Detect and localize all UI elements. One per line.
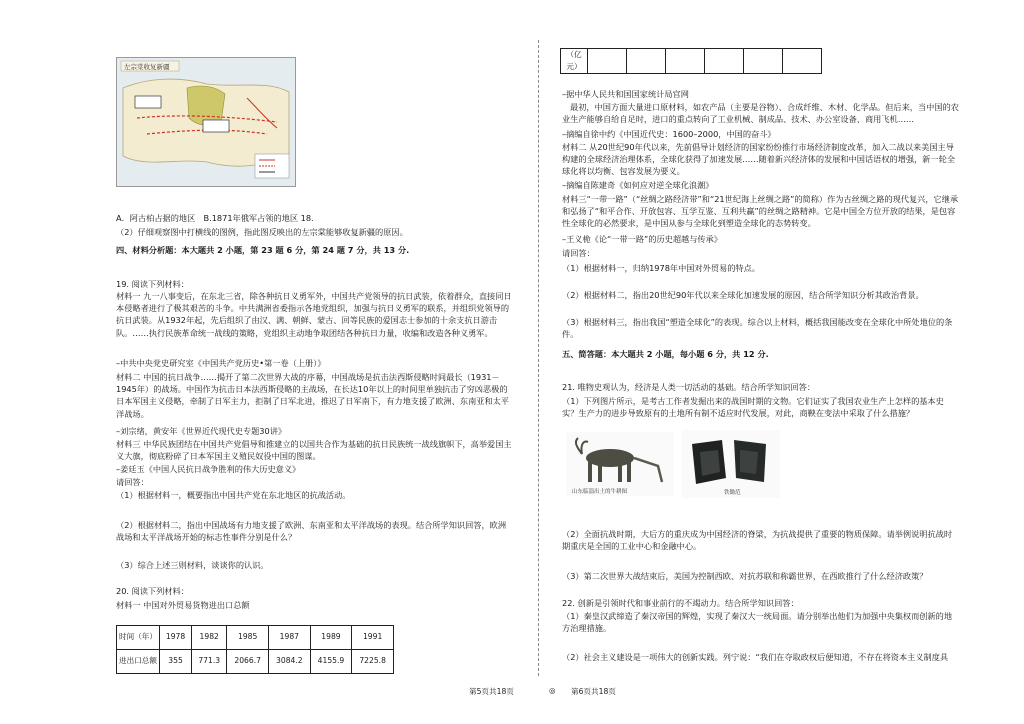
page-divider <box>538 40 539 676</box>
q19-sub3: （3）综合上述三则材料，谈谈你的认识。 <box>116 560 269 570</box>
source-xu: –摘编自徐中约《中国近代史：1600–2000，中国的奋斗》 <box>562 129 776 139</box>
table-cell: 4155.9 <box>310 650 352 674</box>
trade-table <box>116 625 394 674</box>
map-title: 左宗棠收复新疆 <box>124 63 170 71</box>
table-cell: 2066.7 <box>227 650 269 674</box>
historical-map <box>116 57 296 187</box>
footer-mark: ◎ <box>549 686 556 695</box>
table-header-cell: 1978 <box>160 626 192 650</box>
section5-heading: 五、简答题：本大题共 2 小题，每小题 6 分，共 12 分. <box>562 349 769 359</box>
q21-sub3: （3）第二次世界大战结束后，美国为控制西欧、对抗苏联和称霸世界，在西欧推行了什么经济政策？ <box>562 571 928 581</box>
table-header-cell: 1989 <box>310 626 352 650</box>
table-cell: 7225.8 <box>352 650 394 674</box>
table-row <box>117 626 394 650</box>
table-header-cell: 1985 <box>227 626 269 650</box>
table-cell: 771.3 <box>192 650 227 674</box>
table-header-cell: 1991 <box>352 626 394 650</box>
q19-heading: 19. 阅读下列材料： <box>116 279 189 289</box>
table-cell: 3084.2 <box>269 650 311 674</box>
iron-mold-image <box>682 430 780 498</box>
q19-source2: –刘宗绪，黄安年《世界近代现代史专题30讲》 <box>116 426 287 436</box>
q19-sub2: （2）根据材料二，指出中国战场有力地支援了欧洲、东南亚和太平洋战场的表现。结合所学知识回答，欧洲战场和太平洋战场开始的标志性事件分别是什么？ <box>116 520 507 543</box>
caption-mold: 铁锄范 <box>724 490 741 496</box>
trade-table-continued <box>560 48 822 74</box>
source-wang: –王义桅《论“一带一路”的历史超越与传承》 <box>562 234 722 244</box>
q20-material2: 材料二 从20世纪90年代以来，先前倡导计划经济的国家纷纷推行市场经济制度改革，加入二战以来美国主导构建的全球经济治理体系，全球化获得了加速发展……随着新兴经济体的发展和中国话语权的增强，新一轮全球化将以均衡、包容发展为要义。 <box>562 142 956 177</box>
map-options: A．阿古柏占据的地区 B.1871年俄军占领的地区 18. <box>116 213 314 223</box>
q21-heading: 21. 唯物史观认为，经济是人类一切活动的基础。结合所学知识回答： <box>562 382 816 392</box>
q20-material3: 材料三“一带一路”（“丝绸之路经济带”和“21世纪海上丝绸之路”的简称）作为古丝绸之路的现代复兴，它继承和弘扬了“和平合作、开放包容、互学互鉴、互利共赢”的丝绸之路精神。它是中国全方位开放的结果，是包容性全球化的必然要求，是中国从参与全球化到塑造全球化的态势转变。 <box>562 194 959 229</box>
table-header-cell: 1982 <box>192 626 227 650</box>
q20-sub1: （1）根据材料一，归纳1978年中国对外贸易的特点。 <box>562 263 760 273</box>
q19-ask: 请回答： <box>116 477 149 487</box>
q20-sub3: （3）根据材料三，指出我国“塑造全球化”的表现。综合以上材料，概括我国能改变在全球化中所处地位的条件。 <box>562 317 953 340</box>
footer-right-page: 第6页共18页 <box>571 687 616 696</box>
q19-material1: 材料一 九一八事变后，在东北三省，除各种抗日义勇军外，中国共产党领导的抗日武装，依着群众，直接同日本侵略者进行了极其艰苦的斗争。中共满洲省委指示各地党组织，加强与抗日义勇军的联系，并组织党领导的抗日武装。从1932年起，先后组织了由汉、满、朝鲜、蒙古、回等民族的爱国志士参加的十余支抗日游击队。……执行民族革命统一战线的策略，党组织主动地争取团结各种抗日力量，收编和改造各种义勇军。 <box>116 291 512 338</box>
q19-source1: –中共中央党史研究室《中国共产党历史•第一卷（上册）》 <box>116 358 326 368</box>
q21-sub1: （1）下列图片所示，是考古工作者发掘出来的战国时期的文物。它们证实了我国农业生产上怎样的基本史实？生产力的进步导致原有的土地所有制不适应时代发展，对此，商鞅在变法中采取了什么措施？ <box>562 396 944 419</box>
caption-ox: 山东临淄出土的牛耕图 <box>572 489 628 495</box>
ox-plough-image <box>566 432 674 496</box>
table-cell-unit: （亿元） <box>561 49 588 74</box>
material-initial: 最初，中国方面大量进口原材料，如农产品（主要是谷物）、合成纤维、木材、化学品。但后来，当中国的农业生产能够自给自足时，进口的重点转向了工业机械、制成品、技术、办公室设备、商用飞机…… <box>562 102 959 125</box>
q22-heading: 22. 创新是引领时代和事业前行的不竭动力。结合所学知识回答： <box>562 598 799 608</box>
table-header-cell: 1987 <box>269 626 311 650</box>
q20-heading: 20. 阅读下列材料： <box>116 586 189 596</box>
q20-ask: 请回答： <box>562 248 595 258</box>
q20-material1: 材料一 中国对外贸易货物进出口总额 <box>116 600 250 610</box>
table-cell: 进出口总额 <box>117 650 160 674</box>
q19-material3: 材料三 中华民族团结在中国共产党倡导和推建立的以国共合作为基础的抗日民族统一战线旗帜下，高举爱国主义大旗，彻底粉碎了日本军国主义殖民奴役中国的图谋。 <box>116 439 512 462</box>
q20-sub2: （2）根据材料二，指出20世纪90年代以来全球化加速发展的原因，结合所学知识分析其政治背景。 <box>562 290 924 300</box>
source-chen: –摘编自陈建奇《如何应对逆全球化浪潮》 <box>562 180 714 190</box>
map-drawing <box>117 58 295 186</box>
q19-sub1: （1）根据材料一，概要指出中国共产党在东北地区的抗战活动。 <box>116 490 351 500</box>
q22-sub1: （1）秦皇汉武缔造了秦汉帝国的辉煌，实现了秦汉大一统局面。请分别举出他们为加强中央集权而创新的地方治理措施。 <box>562 611 953 634</box>
source-statistics: –据中华人民共和国国家统计局官网 <box>562 89 689 99</box>
q21-sub2: （2）全面抗战时期，大后方的重庆成为中国经济的脊梁，为抗战提供了重要的物质保障。请举例说明抗战时期重庆是全国的工业中心和金融中心。 <box>562 529 953 552</box>
table-row <box>561 49 822 74</box>
section4-heading: 四、材料分析题：本大题共 2 小题，第 23 题 6 分，第 24 题 7 分，共 13 分. <box>116 245 410 255</box>
q19-source3: –姜廷玉《中国人民抗日战争胜利的伟大历史意义》 <box>116 464 301 474</box>
footer-left-page: 第5页共18页 <box>469 687 514 696</box>
table-cell: 355 <box>160 650 192 674</box>
q22-sub2: （2）社会主义建设是一项伟大的创新实践。列宁说：“我们在夺取政权后便知道，不存在将资本主义制度具 <box>562 652 949 662</box>
q19-material2: 材料二 中国的抗日战争……揭开了第二次世界大战的序幕，中国战场是抗击法西斯侵略时间最长（1931－1945年）的战场。中国作为抗击日本法西斯侵略的主战场，在长达10年以上的时间里单独抗击了穷凶恶极的日本军国主义侵略，牵制了日军主力，拒制了日军北进，推迟了日军南下，有力地支援了欧洲、东南亚和太平洋战场。 <box>116 372 510 419</box>
table-header-cell: 时间（年） <box>117 626 160 650</box>
q18-part2: （2）仔细观察图中打横线的图例，指此图反映出的左宗棠能够收复新疆的原因。 <box>116 227 408 237</box>
table-row <box>117 650 394 674</box>
